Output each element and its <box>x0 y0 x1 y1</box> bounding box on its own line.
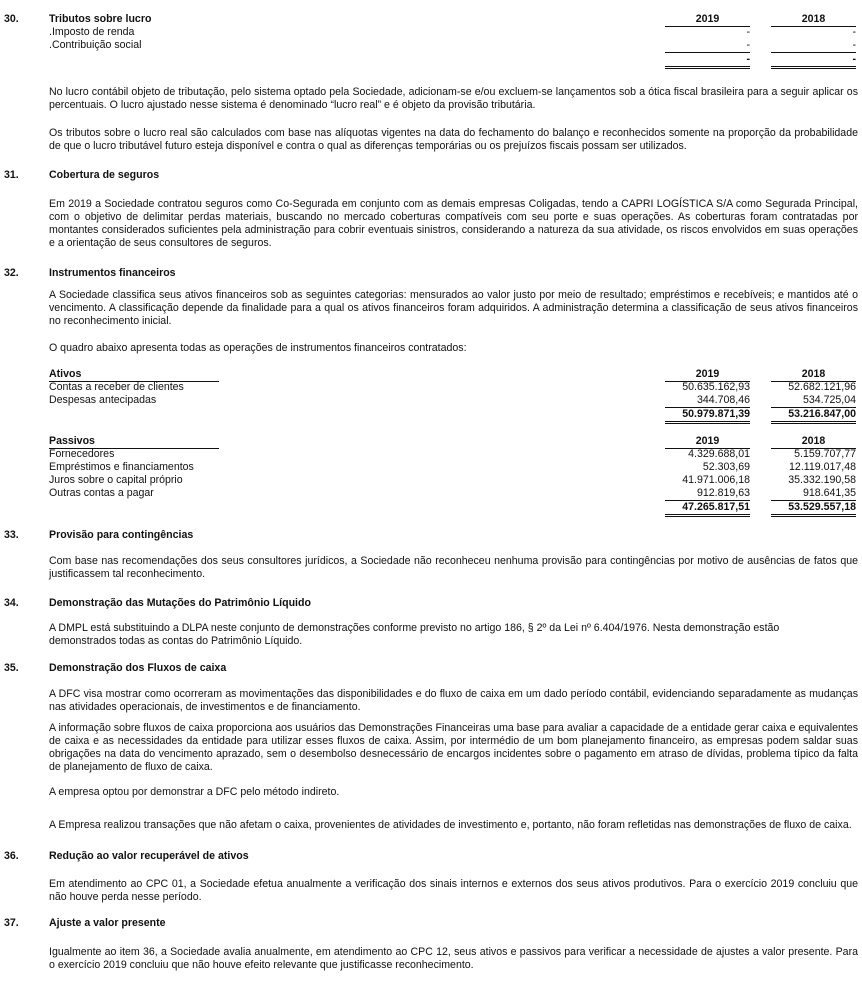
section-30-title: Tributos sobre lucro <box>49 13 152 25</box>
section-32-paragraph-2: O quadro abaixo apresenta todas as operações de instrumentos financeiros contratados: <box>49 342 467 354</box>
section-37-number: 37. <box>4 917 19 929</box>
section-35-paragraph-3: A empresa optou por demonstrar a DFC pelo método indireto. <box>49 786 340 798</box>
row-value-2019: - <box>746 39 750 51</box>
row-label: Despesas antecipadas <box>49 394 157 406</box>
section-33-title: Provisão para contingências <box>49 529 194 541</box>
section-35-number: 35. <box>4 662 19 674</box>
table-row <box>49 448 858 461</box>
section-33-number: 33. <box>4 529 19 541</box>
section-36-paragraph-1: Em atendimento ao CPC 01, a Sociedade efetua anualmente a verificação dos sinais internos e externos dos seus ativos produtivos. Para o exercício 2019 concluiu que não houve perda nesse período. <box>49 878 858 903</box>
row-value-2018: 534.725,04 <box>802 394 856 406</box>
total-2018: - <box>771 52 856 69</box>
year-2018-header: 2018 <box>771 435 856 449</box>
row-value-2019: 912.819,63 <box>696 487 750 499</box>
row-label: Juros sobre o capital próprio <box>49 474 183 486</box>
total-2019: 47.265.817,51 <box>665 500 750 517</box>
assets-heading: Ativos <box>49 368 219 382</box>
row-value-2018: - <box>852 39 856 51</box>
row-value-2018: - <box>852 26 856 38</box>
row-value-2018: 918.641,35 <box>802 487 856 499</box>
year-2018-header: 2018 <box>771 368 856 382</box>
table-row <box>49 487 858 500</box>
section-35-title: Demonstração dos Fluxos de caixa <box>49 662 227 674</box>
section-37-paragraph-1: Igualmente ao item 36, a Sociedade avalia anualmente, em atendimento ao CPC 12, seus ativos e passivos para verificar a necessidade de ajustes a valor presente. Para o exercício 2019 concluiu que não houve efeito relevante que justificasse reconhecimento. <box>49 946 858 971</box>
section-35-paragraph-1: A DFC visa mostrar como ocorreram as movimentações das disponibilidades e do fluxo de caixa em um dado período contábil, evidenciando separadamente as mudanças nas atividades operacionais, de investimentos e de financiamento. <box>49 688 858 713</box>
row-value-2018: 12.119.017,48 <box>789 461 856 473</box>
row-label: .Imposto de renda <box>49 26 135 38</box>
tax-table <box>49 13 858 65</box>
row-value-2019: - <box>746 26 750 38</box>
row-label: .Contribuição social <box>49 39 142 51</box>
year-2019-header: 2019 <box>665 435 750 449</box>
table-row <box>49 39 858 52</box>
section-36-title: Redução ao valor recuperável de ativos <box>49 850 249 862</box>
total-row <box>49 407 858 420</box>
table-row <box>49 26 858 39</box>
section-33-paragraph-1: Com base nas recomendações dos seus consultores jurídicos, a Sociedade não reconheceu nenhuma provisão para contingências por motivo de ausências de fatos que justificassem tal reconhecimento. <box>49 555 858 580</box>
total-row <box>49 500 858 513</box>
assets-table-header <box>49 368 858 381</box>
table-row <box>49 381 858 394</box>
section-31-paragraph-1: Em 2019 a Sociedade contratou seguros como Co-Segurada em conjunto com as demais empresas Coligadas, tendo a CAPRI LOGÍSTICA S/A como Segurada Principal, com o objetivo de delimitar perdas materiais, buscando no mercado coberturas compatíveis com seu porte e suas operações. As coberturas foram contratadas por montantes considerados suficientes pela administração para cobrir eventuais sinistros, considerando a natureza da sua atividade, os riscos envolvidos em suas operações e a orientação de seus consultores de seguros. <box>49 198 858 249</box>
total-2019: 50.979.871,39 <box>665 407 750 424</box>
total-row <box>49 52 858 65</box>
section-32-title: Instrumentos financeiros <box>49 267 176 279</box>
assets-table <box>49 368 858 420</box>
total-2018: 53.216.847,00 <box>771 407 856 424</box>
section-34-title: Demonstração das Mutações do Patrimônio Líquido <box>49 597 311 609</box>
section-35-paragraph-2: A informação sobre fluxos de caixa proporciona aos usuários das Demonstrações Financeiras uma base para avaliar a capacidade de a entidade gerar caixa e equivalentes de caixa e as necessidades da entidade para utilizar esses fluxos de caixa. Assim, por intermédio de um bom planejamento financeiro, as empresas podem saldar suas obrigações na data do vencimento aprazado, sem o desembolso desnecessário de encargos incidentes sobre o pagamento em atraso de dívidas, problema típico da falta de planejamento de fluxo de caixa. <box>49 722 858 773</box>
section-30-paragraph-2: Os tributos sobre o lucro real são calculados com base nas alíquotas vigentes na data do fechamento do balanço e reconhecidos somente na proporção da probabilidade de que o lucro tributável futuro esteja disponível e contra o qual as diferenças temporárias ou os prejuízos fiscais possam ser utilizados. <box>49 127 858 152</box>
section-31-number: 31. <box>4 169 19 181</box>
row-label: Outras contas a pagar <box>49 487 154 499</box>
section-32-number: 32. <box>4 267 19 279</box>
tax-table-header <box>49 13 858 26</box>
row-label: Empréstimos e financiamentos <box>49 461 194 473</box>
liabilities-heading: Passivos <box>49 435 219 449</box>
row-label: Fornecedores <box>49 448 115 460</box>
row-value-2019: 52.303,69 <box>702 461 750 473</box>
section-32-paragraph-1: A Sociedade classifica seus ativos financeiros sob as seguintes categorias: mensurados ao valor justo por meio de resultado; empréstimos e recebíveis; e mantidos até o vencimento. A classificação depende da finalidade para a qual os ativos financeiros foram adquiridos. A administração determina a classificação de seus ativos financeiros no reconhecimento inicial. <box>49 289 858 327</box>
section-35-paragraph-4: A Empresa realizou transações que não afetam o caixa, provenientes de atividades de investimento e, portanto, não foram refletidas nas demonstrações de fluxo de caixa. <box>49 819 852 831</box>
year-2019-header: 2019 <box>665 368 750 382</box>
year-2019-header: 2019 <box>665 13 750 27</box>
year-2018-header: 2018 <box>771 13 856 27</box>
row-value-2019: 50.635.162,93 <box>682 381 750 393</box>
section-34-line-2: demonstrados todas as contas do Patrimônio Líquido. <box>49 635 303 647</box>
table-row <box>49 461 858 474</box>
section-37-title: Ajuste a valor presente <box>49 917 166 929</box>
section-36-number: 36. <box>4 850 19 862</box>
row-value-2018: 35.332.190,58 <box>788 474 856 486</box>
liabilities-table-header <box>49 435 858 448</box>
row-value-2019: 344.708,46 <box>696 394 750 406</box>
total-2018: 53.529.557,18 <box>771 500 856 517</box>
row-label: Contas a receber de clientes <box>49 381 184 393</box>
row-value-2019: 4.329.688,01 <box>688 448 750 460</box>
liabilities-table <box>49 435 858 513</box>
row-value-2019: 41.971.006,18 <box>682 474 750 486</box>
section-30-paragraph-1: No lucro contábil objeto de tributação, pelo sistema optado pela Sociedade, adicionam-se e/ou excluem-se lançamentos sob a ótica fiscal brasileira para a seguir aplicar os percentuais. O lucro ajustado nesse sistema é denominado “lucro real” e é objeto da provisão tributária. <box>49 86 858 111</box>
row-value-2018: 5.159.707,77 <box>794 448 856 460</box>
table-row <box>49 394 858 407</box>
section-31-title: Cobertura de seguros <box>49 169 160 181</box>
row-value-2018: 52.682.121,96 <box>788 381 856 393</box>
section-34-number: 34. <box>4 597 19 609</box>
total-2019: - <box>665 52 750 69</box>
table-row <box>49 474 858 487</box>
section-34-line-1: A DMPL está substituindo a DLPA neste conjunto de demonstrações conforme previsto no artigo 186, § 2º da Lei nº 6.404/1976. Nesta demonstração estão <box>49 622 780 634</box>
section-30-number: 30. <box>4 13 19 25</box>
